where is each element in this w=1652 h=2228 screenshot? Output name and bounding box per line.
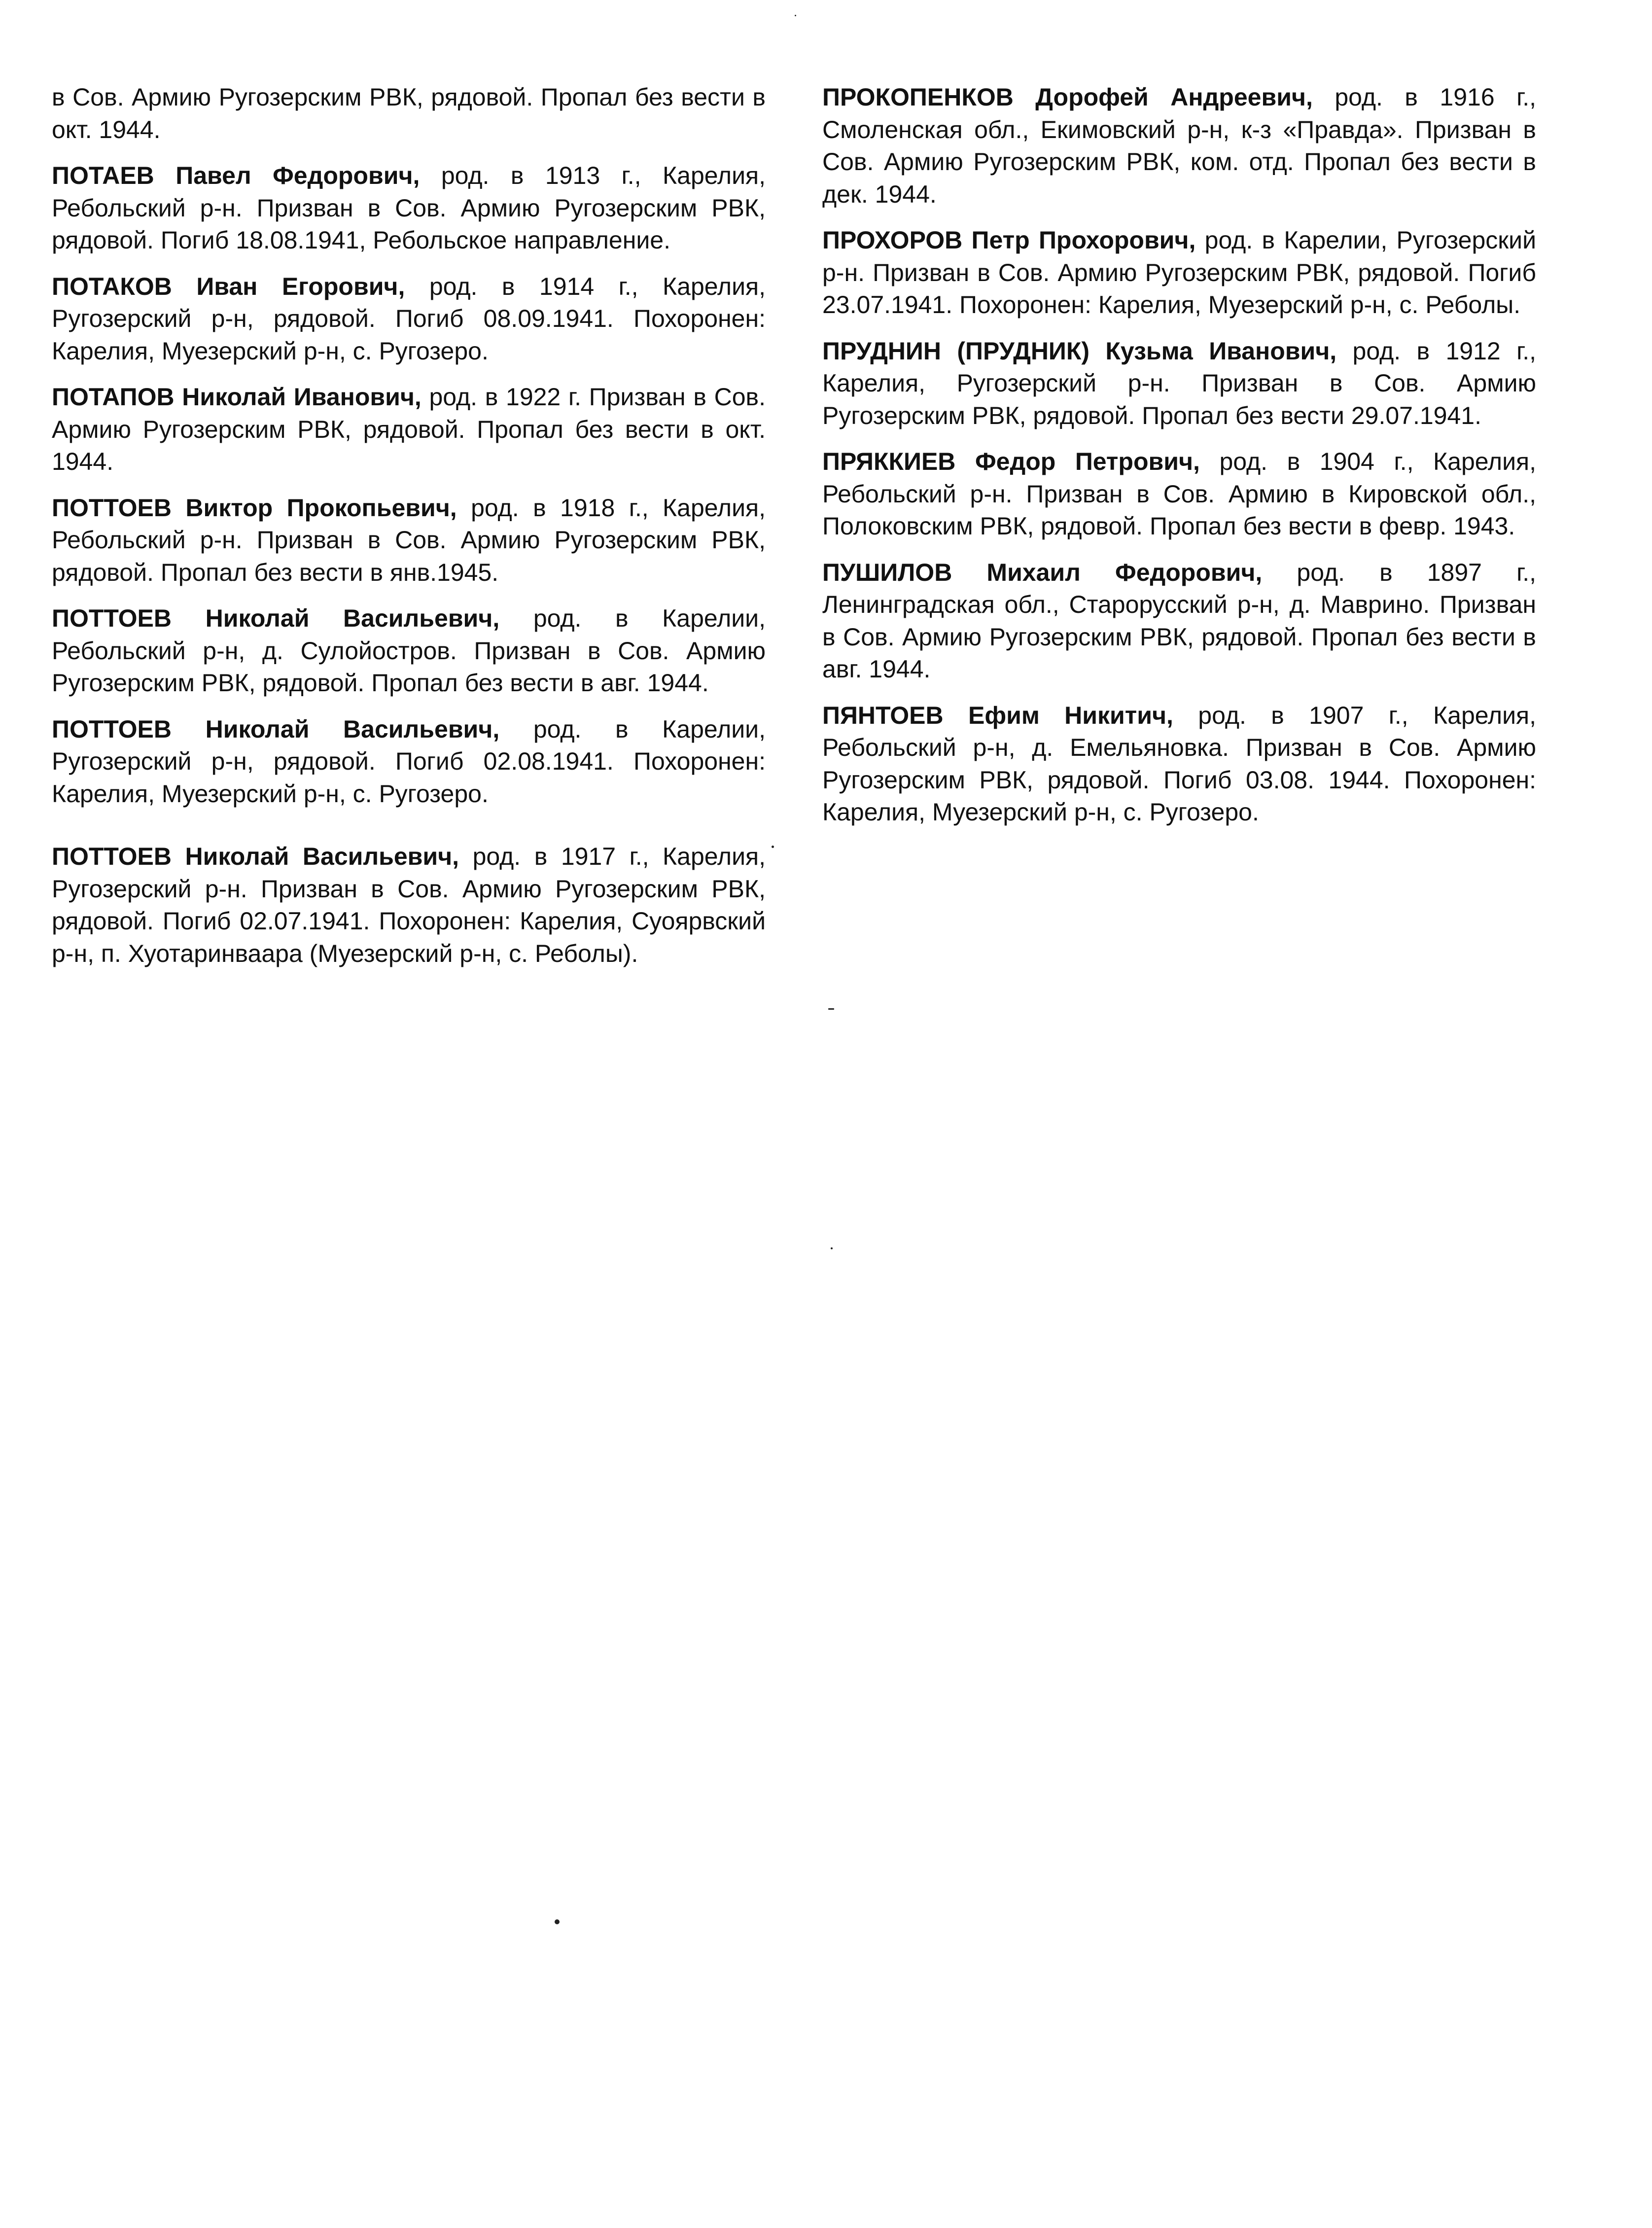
entry-text: род. в 1907 г., Карелия, Ребольский р-н, д. Емельяновка. Призван в Сов. Армию Ругозерским РВК, рядовой. Погиб 03.08. 1944. Похоронен: Карелия, Муезерский р-н, с. Ругозеро. bbox=[822, 701, 1536, 826]
entry-text: род. в 1917 г., Карелия, Ругозерский р-н. Призван в Сов. Армию Ругозерским РВК, рядовой. Погиб 02.07.1941. Похоронен: Карелия, Суоярвский р-н, п. Хуотаринваара (Муезерский р-н, с. Реболы). bbox=[52, 843, 766, 967]
left-column bbox=[52, 81, 766, 984]
entry-text: род. в 1914 г., Карелия, Ругозерский р-н, рядовой. Погиб 08.09.1941. Похоронен: Карелия, Муезерский р-н, с. Ругозеро. bbox=[52, 272, 766, 365]
entry-5 bbox=[52, 602, 766, 700]
entry-text: род. в 1918 г., Карелия, Ребольский р-н. Призван в Сов. Армию Ругозерским РВК, рядовой. Пропал без вести в янв.1945. bbox=[52, 494, 766, 586]
scan-speck bbox=[831, 1247, 833, 1249]
entry-text: род. в 1922 г. Призван в Сов. Армию Ругозерским РВК, рядовой. Пропал без вести в окт. 1944. bbox=[52, 383, 766, 475]
scan-speck bbox=[772, 846, 774, 848]
entry-0 bbox=[52, 81, 766, 146]
entry-1 bbox=[822, 224, 1536, 321]
entry-2 bbox=[822, 335, 1536, 432]
entry-name: ПРОХОРОВ Петр Прохорович, bbox=[822, 226, 1196, 254]
entry-6 bbox=[52, 713, 766, 811]
entry-3 bbox=[822, 446, 1536, 543]
entry-5 bbox=[822, 700, 1536, 829]
entry-name: ПОТАКОВ Иван Егорович, bbox=[52, 272, 405, 300]
right-column bbox=[822, 81, 1536, 843]
entry-0 bbox=[822, 81, 1536, 211]
entry-text: род. в 1897 г., Ленинградская обл., Старорусский р-н, д. Маврино. Призван в Сов. Армию Ругозерским РВК, рядовой. Пропал без вести в авг. 1944. bbox=[822, 558, 1537, 683]
entry-text: род. в 1904 г., Карелия, Ребольский р-н. Призван в Сов. Армию в Кировской обл., Полоковским РВК, рядовой. Пропал без вести в февр. 1943. bbox=[822, 448, 1536, 540]
entry-name: ПУШИЛОВ Михаил Федорович, bbox=[822, 558, 1263, 586]
entry-1 bbox=[52, 160, 766, 257]
entry-name: ПРОКОПЕНКОВ Дорофей Андреевич, bbox=[822, 83, 1313, 111]
entry-name: ПРУДНИН (ПРУДНИК) Кузьма Иванович, bbox=[822, 337, 1337, 365]
entry-text: род. в 1913 г., Карелия, Ребольский р-н. Призван в Сов. Армию Ругозерским РВК, рядовой. Погиб 18.08.1941, Ребольское направление. bbox=[52, 162, 766, 254]
scan-speck bbox=[828, 1008, 834, 1010]
entry-4 bbox=[822, 557, 1536, 686]
entry-name: ПОТТОЕВ Николай Васильевич, bbox=[52, 843, 459, 870]
entry-text: род. в 1912 г., Карелия, Ругозерский р-н. Призван в Сов. Армию Ругозерским РВК, рядовой. Пропал без вести 29.07.1941. bbox=[822, 337, 1537, 429]
entry-name: ПРЯККИЕВ Федор Петрович, bbox=[822, 448, 1200, 475]
entry-name: ПОТТОЕВ Виктор Прокопьевич, bbox=[52, 494, 457, 522]
entry-name: ПОТТОЕВ Николай Васильевич, bbox=[52, 604, 500, 632]
entry-2 bbox=[52, 271, 766, 368]
entry-3 bbox=[52, 381, 766, 478]
entry-name: ПОТАЕВ Павел Федорович, bbox=[52, 162, 420, 189]
scan-speck bbox=[795, 15, 796, 16]
entry-text: род. в 1916 г., Смоленская обл., Екимовский р-н, к-з «Правда». Призван в Сов. Армию Ругозерским РВК, ком. отд. Пропал без вести в дек. 1944. bbox=[822, 83, 1536, 208]
entry-name: ПЯНТОЕВ Ефим Никитич, bbox=[822, 701, 1173, 729]
entry-name: ПОТТОЕВ Николай Васильевич, bbox=[52, 715, 500, 743]
entry-text: род. в Карелии, Ругозерский р-н. Призван в Сов. Армию Ругозерским РВК, рядовой. Погиб 23.07.1941. Похоронен: Карелия, Муезерский р-н, с. Реболы. bbox=[822, 226, 1536, 318]
entry-text: в Сов. Армию Ругозерским РВК, рядовой. Пропал без вести в окт. 1944. bbox=[52, 83, 766, 143]
entry-7 bbox=[52, 841, 766, 970]
entry-text: род. в Карелии, Ребольский р-н, д. Сулойостров. Призван в Сов. Армию Ругозерским РВК, рядовой. Пропал без вести в авг. 1944. bbox=[52, 604, 766, 697]
entry-text: род. в Карелии, Ругозерский р-н, рядовой. Погиб 02.08.1941. Похоронен: Карелия, Муезерский р-н, с. Ругозеро. bbox=[52, 715, 766, 808]
scan-speck bbox=[555, 1919, 560, 1924]
entry-4 bbox=[52, 492, 766, 589]
entry-name: ПОТАПОВ Николай Иванович, bbox=[52, 383, 422, 411]
